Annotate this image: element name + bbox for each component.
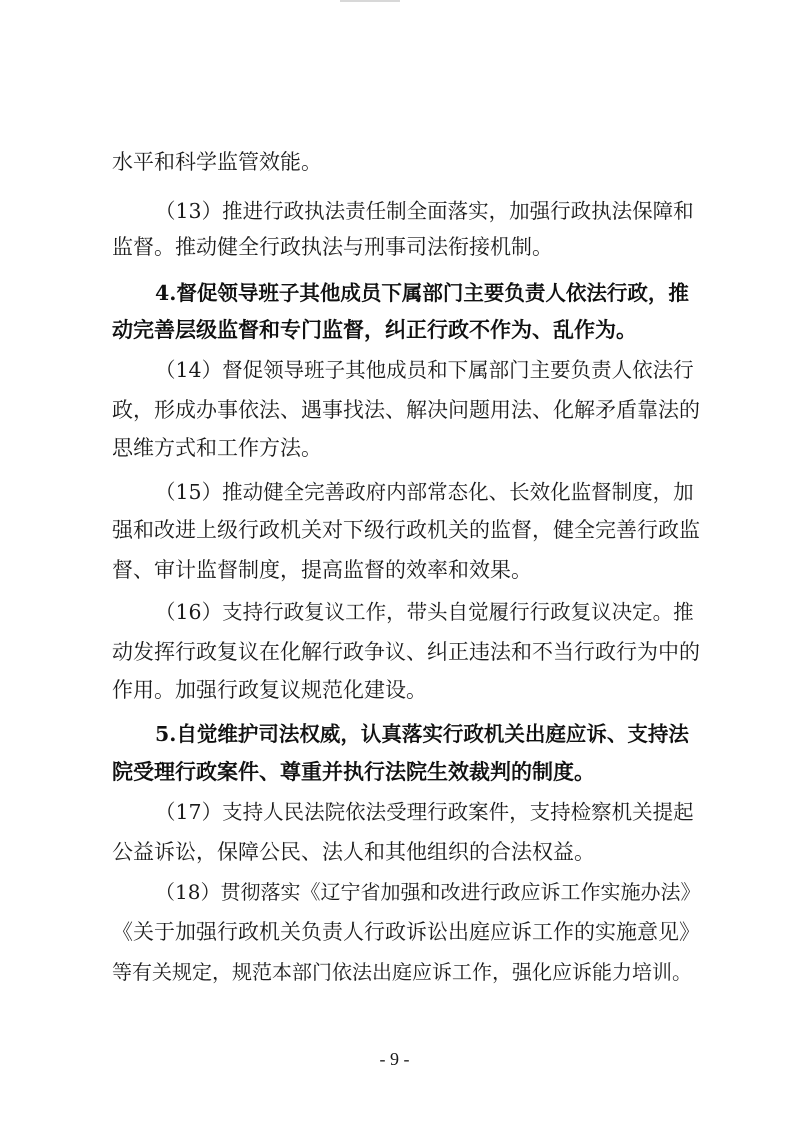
item-13-line-2: 监督。推动健全行政执法与刑事司法衔接机制。: [112, 235, 553, 259]
item-18-line-1: （18）贯彻落实《辽宁省加强和改进行政应诉工作实施办法》: [155, 880, 701, 904]
item-18-line-3: 等有关规定，规范本部门依法出庭应诉工作，强化应诉能力培训。: [112, 960, 692, 984]
item-14-line-3: 思维方式和工作方法。: [112, 436, 322, 460]
page-number: - 9 -: [379, 1049, 410, 1069]
section-5-heading-line-1: 5.自觉维护司法权威，认真落实行政机关出庭应诉、支持法: [155, 722, 689, 746]
item-17-line-2: 公益诉讼，保障公民、法人和其他组织的合法权益。: [112, 840, 595, 864]
item-15-line-1: （15）推动健全完善政府内部常态化、长效化监督制度，加: [155, 480, 694, 504]
section-5-heading-line-2: 院受理行政案件、尊重并执行法院生效裁判的制度。: [112, 759, 595, 784]
item-14-line-2: 政，形成办事依法、遇事找法、解决问题用法、化解矛盾靠法的: [112, 398, 700, 422]
scan-artifact: [340, 0, 400, 2]
item-13-line-1: （13）推进行政执法责任制全面落实，加强行政执法保障和: [155, 199, 694, 223]
item-14-line-1: （14）督促领导班子其他成员和下属部门主要负责人依法行: [155, 358, 694, 382]
item-16-line-3: 作用。加强行政复议规范化建设。: [112, 678, 427, 702]
item-18-line-2: 《关于加强行政机关负责人行政诉讼出庭应诉工作的实施意见》: [112, 920, 700, 944]
item-17-line-1: （17）支持人民法院依法受理行政案件，支持检察机关提起: [155, 800, 694, 824]
item-15-line-2: 强和改进上级行政机关对下级行政机关的监督，健全完善行政监: [112, 518, 700, 542]
item-16-line-1: （16）支持行政复议工作，带头自觉履行行政复议决定。推: [155, 600, 694, 624]
section-4-heading-line-1: 4.督促领导班子其他成员下属部门主要负责人依法行政，推: [155, 281, 689, 305]
item-15-line-3: 督、审计监督制度，提高监督的效率和效果。: [112, 558, 532, 582]
body-line: 水平和科学监管效能。: [112, 150, 322, 174]
section-4-heading-line-2: 动完善层级监督和专门监督，纠正行政不作为、乱作为。: [112, 317, 637, 342]
item-16-line-2: 动发挥行政复议在化解行政争议、纠正违法和不当行政行为中的: [112, 640, 700, 664]
